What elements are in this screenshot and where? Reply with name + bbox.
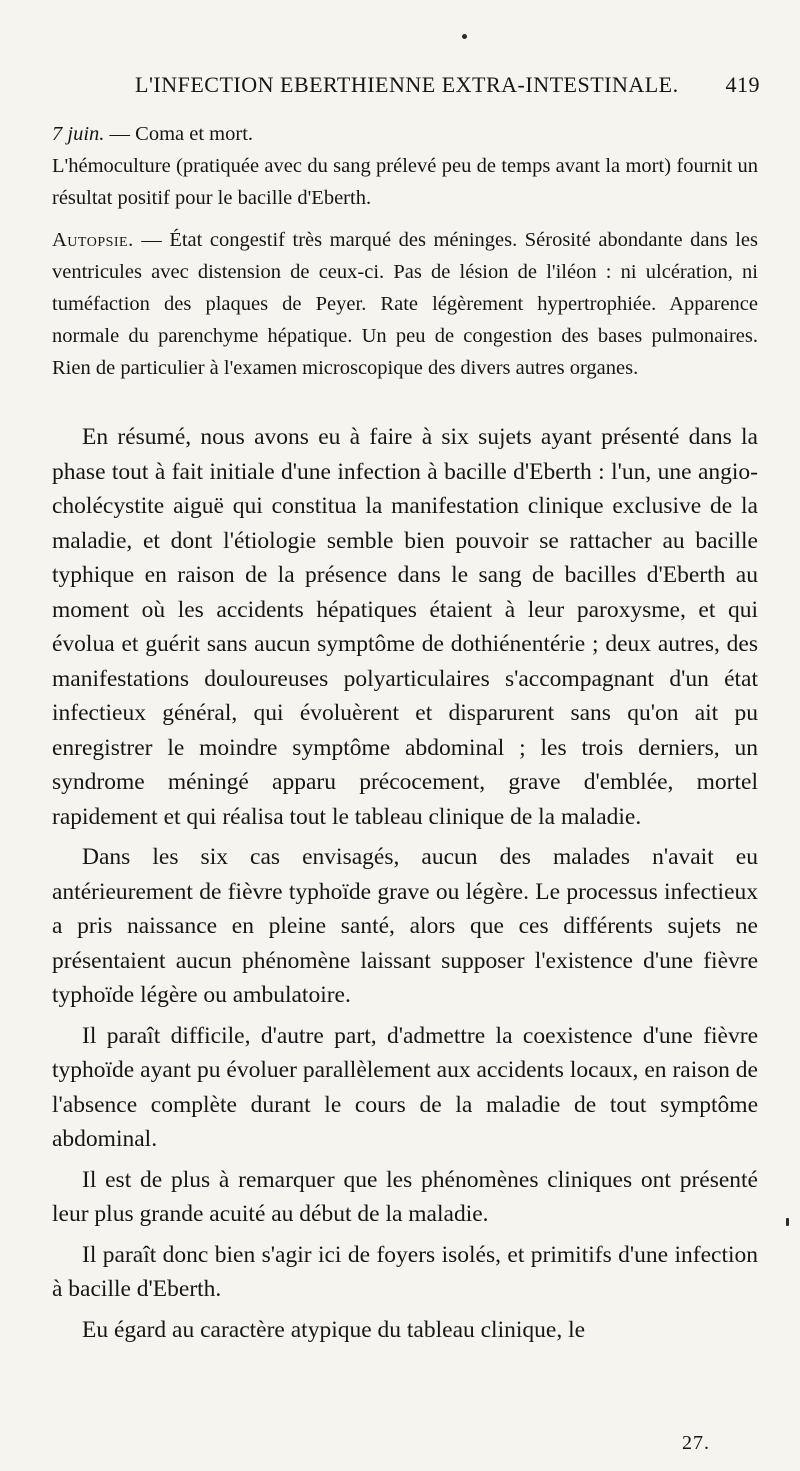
- body-paragraph: Il est de plus à remarquer que les phénomènes cliniques ont présenté leur plus grande acuité au début de la maladie.: [52, 1166, 758, 1227]
- observation-block: [52, 118, 758, 384]
- date-text: — Coma et mort.: [104, 123, 254, 145]
- autopsy-label: Autopsie.: [52, 229, 134, 251]
- body-paragraph: Il paraît donc bien s'agir ici de foyers isolés, et primitifs d'une infection à bacille d'Eberth.: [52, 1241, 758, 1302]
- autopsy-text: — État congestif très marqué des méninges. Sérosité abondante dans les ventricules avec distension de ceux-ci. Pas de lésion de l'iléon : ni ulcération, ni tuméfaction des plaques de Peyer. Rate légèrement hypertrophiée. Apparence normale du parenchyme hépatique. Un peu de congestion des bases pulmonaires. Rien de particulier à l'examen microscopique des divers autres organes.: [52, 229, 758, 379]
- date-label: 7 juin.: [52, 123, 105, 145]
- signature-mark: 27.: [682, 1432, 710, 1454]
- ink-speck: [786, 1218, 789, 1226]
- summary-paragraph: En résumé, nous avons eu à faire à six sujets ayant présenté dans la phase tout à fait initiale d'une infection à bacille d'Eberth : l'un, une angio-cholécystite aiguë qui constitua la manifestation clinique exclusive de la maladie, et dont l'étiologie semble bien pouvoir se rattacher au bacille typhique en raison de la présence dans le sang de bacilles d'Eberth au moment où les accidents hépatiques étaient à leur paroxysme, et qui évolua et guérit sans aucun symptôme de dothiénentérie ; deux autres, des manifestations douloureuses polyarticulaires s'accompagnant d'un état infectieux général, qui évoluèrent et disparurent sans qu'on ait pu enregistrer le moindre symptôme abdominal ; les trois derniers, un syndrome méningé apparu précocement, grave d'emblée, mortel rapidement et qui réalisa tout le tableau clinique de la maladie.: [52, 424, 758, 830]
- date-entry: [52, 118, 758, 150]
- page-number: 419: [725, 72, 760, 97]
- autopsy-paragraph: [52, 224, 758, 384]
- main-text: [52, 420, 758, 1353]
- body-paragraph: Eu égard au caractère atypique du tableau clinique, le: [82, 1316, 586, 1343]
- ink-speck: [462, 34, 467, 39]
- running-title: L'INFECTION EBERTHIENNE EXTRA-INTESTINALE.: [135, 72, 679, 97]
- body-paragraph: Dans les six cas envisagés, aucun des malades n'avait eu antérieurement de fièvre typhoïde grave ou légère. Le processus infectieux a pris naissance en pleine santé, alors que ces différents sujets ne présentaient aucun phénomène laissant supposer l'existence d'une fièvre typhoïde légère ou ambulatoire.: [52, 844, 758, 1008]
- hemoculture-paragraph: L'hémoculture (pratiquée avec du sang prélevé peu de temps avant la mort) fournit un résultat positif pour le bacille d'Eberth.: [52, 155, 758, 209]
- body-paragraph: Il paraît difficile, d'autre part, d'admettre la coexistence d'une fièvre typhoïde ayant pu évoluer parallèlement aux accidents locaux, en raison de l'absence complète durant le cours de la maladie de tout symptôme abdominal.: [52, 1022, 758, 1152]
